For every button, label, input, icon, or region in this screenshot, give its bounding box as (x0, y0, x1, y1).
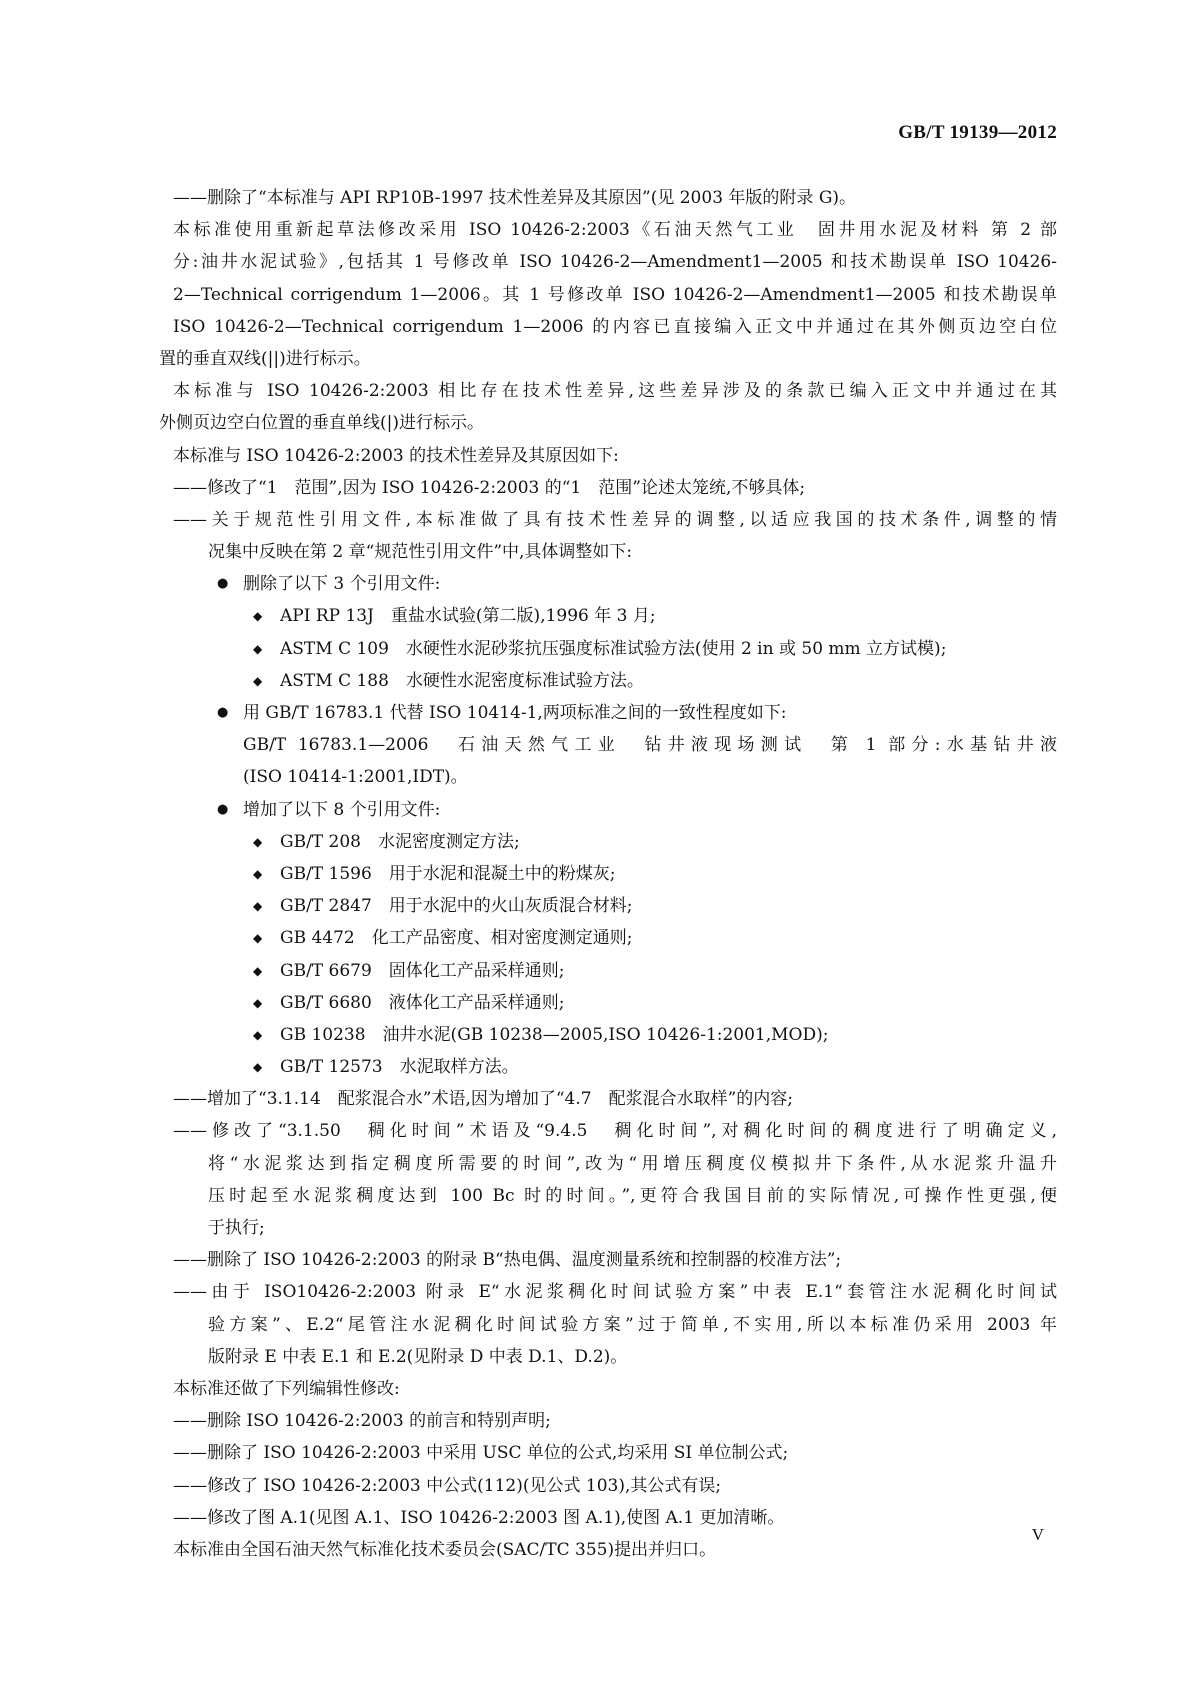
bullet-text: GB/T 208 水泥密度测定方法; (280, 831, 520, 852)
list-item: ——修改了“1 范围”,因为 ISO 10426-2:2003 的“1 范围”论述太笼统,不够具体; (173, 477, 806, 498)
sub-bullet-item (173, 665, 1057, 697)
list-item-continuation: 况集中反映在第 2 章“规范性引用文件”中,具体调整如下: (208, 542, 633, 563)
bullet-item (173, 568, 1057, 600)
round-bullet-icon: ● (217, 576, 229, 592)
diamond-bullet-icon: ◆ (253, 673, 263, 688)
paragraph-line: 本标准还做了下列编辑性修改: (173, 1378, 400, 1399)
bullet-text: API RP 13J 重盐水试验(第二版),1996 年 3 月; (280, 606, 656, 627)
sub-bullet-item (173, 987, 1057, 1019)
diamond-bullet-icon: ◆ (253, 995, 263, 1010)
bullet-item (173, 697, 1057, 729)
list-item-continuation: 验方案”、E.2“尾管注水泥稠化时间试验方案”过于简单,不实用,所以本标准仍采用 2003 年 (208, 1314, 1057, 1335)
bullet-continuation: (ISO 10414-1:2001,IDT)。 (243, 767, 468, 788)
list-item: ——修改了图 A.1(见图 A.1、ISO 10426-2:2003 图 A.1),使图 A.1 更加清晰。 (173, 1507, 785, 1528)
diamond-bullet-icon: ◆ (253, 641, 263, 656)
diamond-bullet-icon: ◆ (253, 931, 263, 946)
foreword-body (159, 182, 1057, 1566)
list-item: ——修改了 ISO 10426-2:2003 中公式(112)(见公式 103),其公式有误; (173, 1475, 722, 1496)
sub-bullet-item (173, 633, 1057, 665)
list-item: ——由于 ISO10426-2:2003 附录 E“水泥浆稠化时间试验方案”中表 E.1“套管注水泥稠化时间试 (173, 1282, 1057, 1303)
page-number: V (1031, 1525, 1044, 1544)
bullet-continuation: GB/T 16783.1—2006 石油天然气工业 钻井液现场测试 第 1 部分:水基钻井液 (243, 735, 1057, 756)
diamond-bullet-icon: ◆ (253, 1027, 263, 1042)
bullet-text: GB 4472 化工产品密度、相对密度测定通则; (280, 928, 633, 949)
sub-bullet-item (173, 955, 1057, 987)
diamond-bullet-icon: ◆ (253, 866, 263, 881)
document-number: GB/T 19139—2012 (898, 122, 1057, 143)
bullet-text: GB/T 12573 水泥取样方法。 (280, 1057, 519, 1078)
sub-bullet-item (173, 600, 1057, 632)
bullet-text: ASTM C 109 水硬性水泥砂浆抗压强度标准试验方法(使用 2 in 或 50 mm 立方试模); (280, 638, 947, 659)
paragraph-line: 置的垂直双线(||)进行标示。 (159, 348, 371, 369)
bullet-text: GB 10238 油井水泥(GB 10238—2005,ISO 10426-1:2001,MOD); (280, 1024, 829, 1045)
diamond-bullet-icon: ◆ (253, 963, 263, 978)
paragraph-line: 本标准使用重新起草法修改采用 ISO 10426-2:2003《石油天然气工业 固井用水泥及材料 第 2 部 (173, 220, 1057, 241)
round-bullet-icon: ● (217, 705, 229, 720)
paragraph-line: 2—Technical corrigendum 1—2006。其 1 号修改单 ISO 10426-2—Amendment1—2005 和技术勘误单 (173, 284, 1057, 305)
diamond-bullet-icon: ◆ (253, 899, 263, 914)
list-item: ——删除 ISO 10426-2:2003 的前言和特别声明; (173, 1411, 551, 1432)
bullet-text: ASTM C 188 水硬性水泥密度标准试验方法。 (280, 670, 644, 691)
paragraph-line: 外侧页边空白位置的垂直单线(|)进行标示。 (159, 413, 484, 434)
bullet-text: GB/T 1596 用于水泥和混凝土中的粉煤灰; (280, 863, 616, 884)
paragraph-line: 本标准与 ISO 10426-2:2003 相比存在技术性差异,这些差异涉及的条款已编入正文中并通过在其 (173, 381, 1057, 402)
diamond-bullet-icon: ◆ (253, 1060, 263, 1075)
list-item-continuation: 版附录 E 中表 E.1 和 E.2(见附录 D 中表 D.1、D.2)。 (208, 1346, 628, 1367)
sub-bullet-item (173, 826, 1057, 858)
paragraph-line: ——删除了“本标准与 API RP10B-1997 技术性差异及其原因”(见 2003 年版的附录 G)。 (173, 188, 857, 208)
paragraph-line: 本标准由全国石油天然气标准化技术委员会(SAC/TC 355)提出并归口。 (173, 1539, 717, 1560)
bullet-item (173, 794, 1057, 826)
bullet-text: 删除了以下 3 个引用文件: (243, 574, 441, 595)
paragraph-line: ISO 10426-2—Technical corrigendum 1—2006 的内容已直接编入正文中并通过在其外侧页边空白位 (173, 316, 1057, 337)
diamond-bullet-icon: ◆ (253, 609, 263, 624)
bullet-text: GB/T 6680 液体化工产品采样通则; (280, 992, 565, 1013)
round-bullet-icon: ● (217, 801, 229, 817)
list-item: ——增加了“3.1.14 配浆混合水”术语,因为增加了“4.7 配浆混合水取样”的内容; (173, 1089, 794, 1110)
sub-bullet-item (173, 890, 1057, 922)
list-item-continuation: 压时起至水泥浆稠度达到 100 Bc 时的时间。”,更符合我国目前的实际情况,可操作性更强,便 (208, 1185, 1057, 1206)
paragraph-line: 分:油井水泥试验》,包括其 1 号修改单 ISO 10426-2—Amendment1—2005 和技术勘误单 ISO 10426- (173, 252, 1057, 273)
sub-bullet-item (173, 858, 1057, 890)
list-item-continuation: 将“水泥浆达到指定稠度所需要的时间”,改为“用增压稠度仪模拟井下条件,从水泥浆升温升 (208, 1153, 1057, 1174)
paragraph-line: 本标准与 ISO 10426-2:2003 的技术性差异及其原因如下: (173, 445, 619, 466)
list-item: ——修改了“3.1.50 稠化时间”术语及“9.4.5 稠化时间”,对稠化时间的稠度进行了明确定义, (173, 1121, 1057, 1142)
bullet-text: GB/T 2847 用于水泥中的火山灰质混合材料; (280, 896, 633, 917)
bullet-text: GB/T 6679 固体化工产品采样通则; (280, 960, 565, 981)
diamond-bullet-icon: ◆ (253, 834, 263, 849)
bullet-text: 增加了以下 8 个引用文件: (243, 799, 441, 820)
list-item: ——删除了 ISO 10426-2:2003 中采用 USC 单位的公式,均采用 SI 单位制公式; (173, 1443, 789, 1464)
list-item: ——关于规范性引用文件,本标准做了具有技术性差异的调整,以适应我国的技术条件,调整的情 (173, 509, 1057, 530)
sub-bullet-item (173, 1051, 1057, 1083)
sub-bullet-item (173, 922, 1057, 954)
sub-bullet-item (173, 1019, 1057, 1051)
bullet-text: 用 GB/T 16783.1 代替 ISO 10414-1,两项标准之间的一致性程度如下: (243, 703, 787, 723)
list-item-continuation: 于执行; (208, 1218, 265, 1238)
list-item: ——删除了 ISO 10426-2:2003 的附录 B“热电偶、温度测量系统和控制器的校准方法”; (173, 1250, 842, 1271)
